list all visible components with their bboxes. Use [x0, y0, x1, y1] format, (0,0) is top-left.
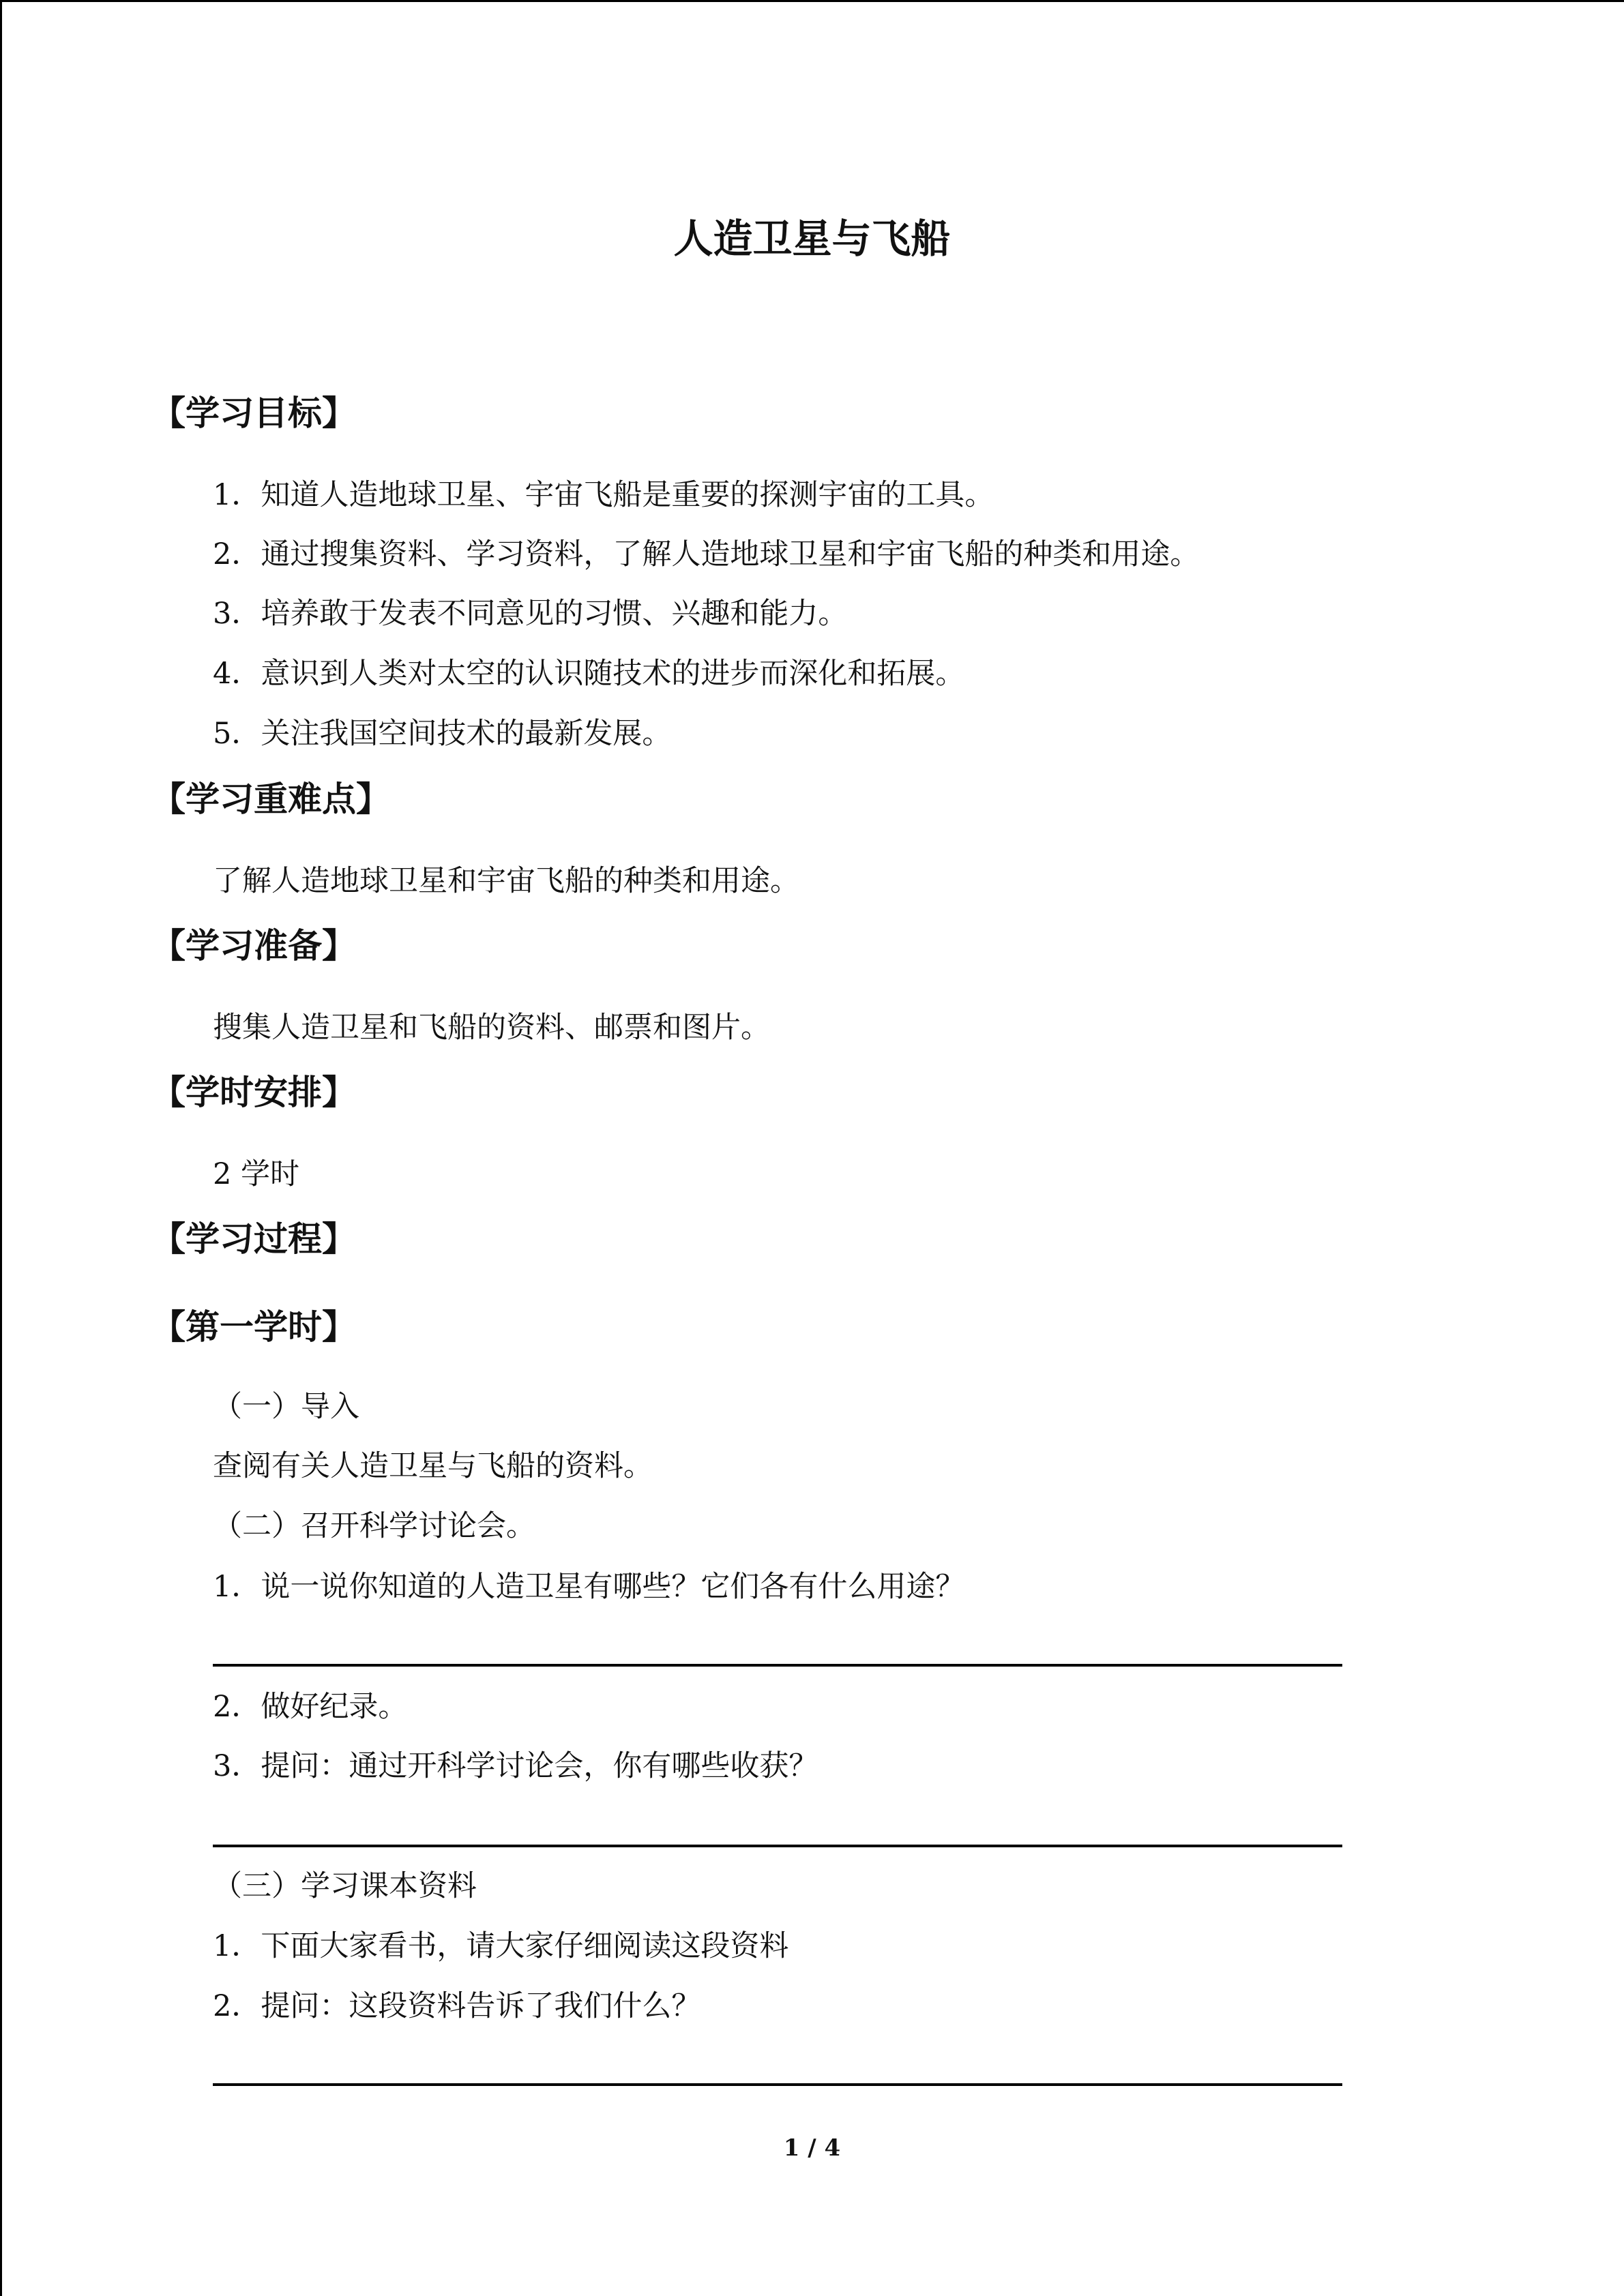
answer-line-2 — [213, 1845, 1342, 1847]
discussion-question-1: 1．说一说你知道的人造卫星有哪些？它们各有什么用途？ — [213, 1570, 965, 1604]
textbook-question-2: 2．提问：这段资料告诉了我们什么？ — [213, 1989, 701, 2023]
goal-item-4: 4．意识到人类对太空的认识随技术的进步而深化和拓展。 — [213, 657, 965, 691]
heading-goals: 【学习目标】 — [151, 393, 356, 433]
heading-key-points: 【学习重难点】 — [151, 779, 390, 819]
preparation-text: 搜集人造卫星和飞船的资料、邮票和图片。 — [213, 1011, 770, 1045]
heading-schedule: 【学时安排】 — [151, 1073, 356, 1112]
discussion-question-3: 3．提问：通过开科学讨论会，你有哪些收获？ — [213, 1749, 818, 1783]
heading-process: 【学习过程】 — [151, 1219, 356, 1259]
discussion-question-2: 2．做好纪录。 — [213, 1690, 408, 1724]
key-points-text: 了解人造地球卫星和宇宙飞船的种类和用途。 — [213, 864, 799, 898]
goal-item-5: 5．关注我国空间技术的最新发展。 — [213, 717, 672, 751]
page-border-left — [0, 0, 2, 2296]
page-border-top — [0, 0, 1624, 2]
answer-line-3 — [213, 2083, 1342, 2086]
goal-item-3: 3．培养敢于发表不同意见的习惯、兴趣和能力。 — [213, 597, 848, 631]
page-number: 1 / 4 — [783, 2134, 841, 2162]
page-title: 人造卫星与飞船 — [673, 215, 951, 262]
goal-item-1: 1．知道人造地球卫星、宇宙飞船是重要的探测宇宙的工具。 — [213, 478, 994, 512]
schedule-text: 2 学时 — [213, 1157, 300, 1191]
intro-title: （一）导入 — [213, 1390, 359, 1424]
discussion-title: （二）召开科学讨论会。 — [213, 1509, 535, 1543]
intro-text: 查阅有关人造卫星与飞船的资料。 — [213, 1449, 653, 1483]
textbook-question-1: 1．下面大家看书，请大家仔细阅读这段资料 — [213, 1929, 789, 1963]
heading-first-period: 【第一学时】 — [151, 1307, 356, 1347]
textbook-title: （三）学习课本资料 — [213, 1869, 477, 1903]
heading-preparation: 【学习准备】 — [151, 926, 356, 966]
answer-line-1 — [213, 1664, 1342, 1667]
goal-item-2: 2．通过搜集资料、学习资料，了解人造地球卫星和宇宙飞船的种类和用途。 — [213, 537, 1200, 571]
